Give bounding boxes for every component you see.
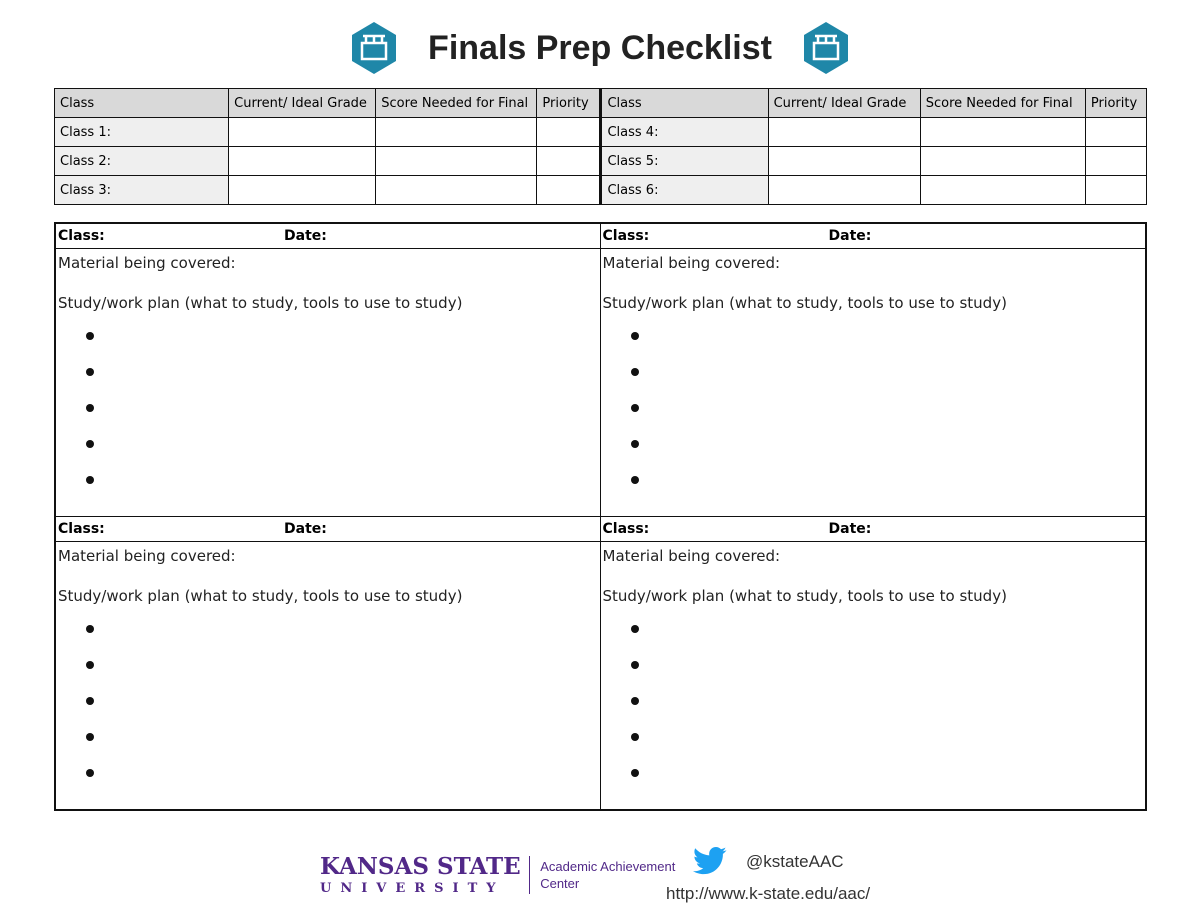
bullet-icon <box>86 440 94 448</box>
date-label: Date: <box>284 228 327 244</box>
grade-cell[interactable] <box>229 147 376 176</box>
list-item[interactable] <box>603 441 1146 477</box>
list-item[interactable] <box>58 734 600 770</box>
material-label: Material being covered: <box>602 546 781 565</box>
priority-cell[interactable] <box>537 147 601 176</box>
plan-label: Study/work plan (what to study, tools to use to study) <box>58 586 463 605</box>
class-label: Class: <box>58 228 105 244</box>
block-body[interactable] <box>601 542 1146 806</box>
plan-label: Study/work plan (what to study, tools to use to study) <box>58 294 463 312</box>
list-item[interactable] <box>58 369 600 405</box>
list-item[interactable] <box>58 477 600 513</box>
grade-cell[interactable] <box>229 118 376 147</box>
score-cell[interactable] <box>376 176 537 205</box>
list-item[interactable] <box>603 734 1146 770</box>
header-score-needed: Score Needed for Final <box>376 89 537 118</box>
date-label: Date: <box>828 520 872 537</box>
study-plan-grid <box>54 222 1147 811</box>
priority-cell[interactable] <box>1085 147 1146 176</box>
list-item[interactable] <box>603 405 1146 441</box>
date-label: Date: <box>828 228 872 244</box>
score-cell[interactable] <box>920 118 1085 147</box>
aac-name <box>540 858 675 892</box>
row-label: Class 5: <box>601 147 768 176</box>
header-grade: Current/ Ideal Grade <box>768 89 920 118</box>
list-item[interactable] <box>58 698 600 734</box>
logo-divider <box>529 856 531 894</box>
bullet-icon <box>86 368 94 376</box>
class-label: Class: <box>602 228 650 244</box>
twitter-handle[interactable]: @kstateAAC <box>746 852 844 871</box>
aac-line-2: Center <box>540 876 580 891</box>
block-body[interactable] <box>56 249 600 513</box>
row-label: Class 1: <box>55 118 229 147</box>
priority-cell[interactable] <box>537 176 601 205</box>
score-cell[interactable] <box>920 176 1085 205</box>
list-item[interactable] <box>58 770 600 806</box>
class-label: Class: <box>58 520 105 537</box>
list-item[interactable] <box>58 626 600 662</box>
grade-cell[interactable] <box>768 147 920 176</box>
row-label: Class 2: <box>55 147 229 176</box>
twitter-icon <box>693 846 727 876</box>
study-block <box>56 517 601 810</box>
bullet-icon <box>86 733 94 741</box>
block-header <box>601 224 1146 249</box>
list-item[interactable] <box>603 333 1146 369</box>
material-label: Material being covered: <box>58 254 236 272</box>
block-body[interactable] <box>56 542 600 806</box>
material-label: Material being covered: <box>58 546 236 565</box>
plan-bullet-list <box>603 626 1146 806</box>
bullet-icon <box>86 769 94 777</box>
bullet-icon <box>631 404 639 412</box>
block-header <box>56 517 600 542</box>
ksu-aac-logo <box>320 852 675 898</box>
block-body[interactable] <box>601 249 1146 513</box>
priority-cell[interactable] <box>1085 176 1146 205</box>
list-item[interactable] <box>603 477 1146 513</box>
bullet-icon <box>631 733 639 741</box>
study-block <box>601 224 1146 517</box>
table-row <box>55 176 1147 205</box>
list-item[interactable] <box>603 369 1146 405</box>
bullet-icon <box>631 476 639 484</box>
class-label: Class: <box>602 520 650 537</box>
ksu-university: UNIVERSITY <box>320 881 505 896</box>
bullet-icon <box>86 661 94 669</box>
bullet-icon <box>631 440 639 448</box>
list-item[interactable] <box>58 333 600 369</box>
block-header <box>56 224 600 249</box>
row-label: Class 6: <box>601 176 768 205</box>
grade-cell[interactable] <box>768 176 920 205</box>
plan-bullet-list <box>58 333 600 513</box>
list-item[interactable] <box>603 626 1146 662</box>
plan-bullet-list <box>603 333 1146 513</box>
priority-cell[interactable] <box>537 118 601 147</box>
bullet-icon <box>631 769 639 777</box>
date-label: Date: <box>284 520 327 537</box>
plan-label: Study/work plan (what to study, tools to use to study) <box>602 294 1007 312</box>
bullet-icon <box>86 404 94 412</box>
list-item[interactable] <box>58 441 600 477</box>
study-block <box>56 224 601 517</box>
table-row <box>55 147 1147 176</box>
header-priority: Priority <box>1085 89 1146 118</box>
page-title: Finals Prep Checklist <box>428 28 772 67</box>
grade-cell[interactable] <box>768 118 920 147</box>
bullet-icon <box>86 625 94 633</box>
bullet-icon <box>86 476 94 484</box>
grade-cell[interactable] <box>229 176 376 205</box>
title-row <box>0 18 1200 78</box>
ksu-name: KANSAS STATE <box>320 853 521 880</box>
bullet-icon <box>86 332 94 340</box>
score-cell[interactable] <box>376 118 537 147</box>
score-cell[interactable] <box>920 147 1085 176</box>
table-header-row <box>55 89 1147 118</box>
list-item[interactable] <box>58 662 600 698</box>
bullet-icon <box>631 368 639 376</box>
list-item[interactable] <box>58 405 600 441</box>
table-row <box>55 118 1147 147</box>
priority-cell[interactable] <box>1085 118 1146 147</box>
aac-line-1: Academic Achievement <box>540 859 676 874</box>
list-item[interactable] <box>603 770 1146 806</box>
header-priority: Priority <box>537 89 601 118</box>
website-link[interactable]: http://www.k-state.edu/aac/ <box>666 884 871 903</box>
plan-label: Study/work plan (what to study, tools to use to study) <box>602 586 1007 605</box>
material-label: Material being covered: <box>602 254 781 272</box>
ksu-wordmark <box>320 855 521 895</box>
bullet-icon <box>86 697 94 705</box>
list-item[interactable] <box>603 698 1146 734</box>
grade-summary-table <box>54 88 1147 205</box>
bullet-icon <box>631 332 639 340</box>
list-item[interactable] <box>603 662 1146 698</box>
toolbox-icon <box>802 21 850 75</box>
header-class: Class <box>55 89 229 118</box>
study-block <box>601 517 1146 810</box>
header-score-needed: Score Needed for Final <box>920 89 1085 118</box>
row-label: Class 3: <box>55 176 229 205</box>
score-cell[interactable] <box>376 147 537 176</box>
row-label: Class 4: <box>601 118 768 147</box>
block-header <box>601 517 1146 542</box>
header-class: Class <box>601 89 768 118</box>
bullet-icon <box>631 661 639 669</box>
bullet-icon <box>631 625 639 633</box>
bullet-icon <box>631 697 639 705</box>
toolbox-icon <box>350 21 398 75</box>
plan-bullet-list <box>58 626 600 806</box>
header-grade: Current/ Ideal Grade <box>229 89 376 118</box>
